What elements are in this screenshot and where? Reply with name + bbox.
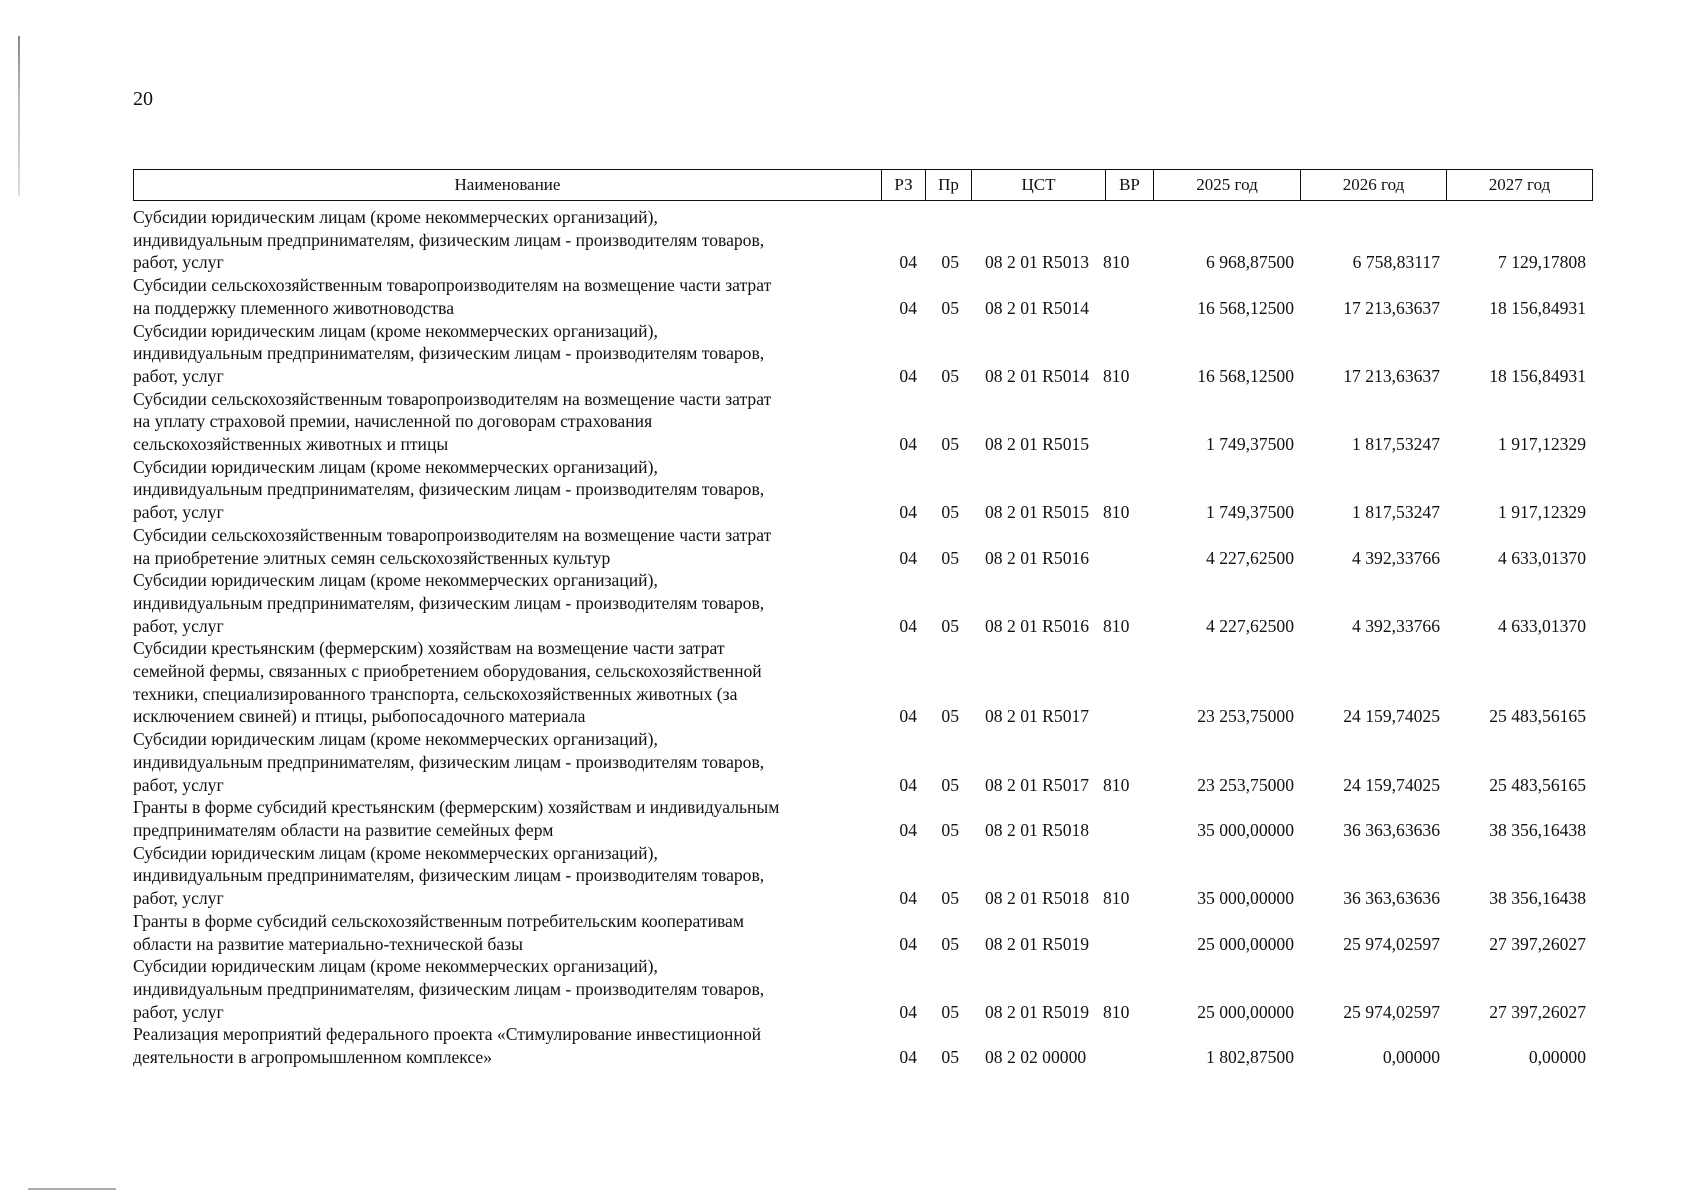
row-cst: 08 2 01 R5018 <box>985 819 1090 840</box>
header-rz: РЗ <box>882 170 926 201</box>
row-rz: 04 <box>899 1047 917 1068</box>
row-2027: 38 356,16438 <box>1489 888 1586 909</box>
row-vr: 810 <box>1103 1001 1130 1022</box>
table-row <box>133 728 1593 796</box>
row-2026: 1 817,53247 <box>1352 434 1440 455</box>
row-2025: 25 000,00000 <box>1197 933 1294 954</box>
row-2027: 1 917,12329 <box>1498 502 1586 523</box>
row-name: Субсидии сельскохозяйственным товаропроизводителям на возмещение части затрат на приобретение элитных семян сельскохозяйственных культур <box>133 524 772 568</box>
table-row <box>133 955 1593 1023</box>
scan-artifact-left <box>18 36 20 196</box>
row-cst: 08 2 02 00000 <box>985 1047 1087 1068</box>
row-name: Субсидии юридическим лицам (кроме некоммерческих организаций), индивидуальным предпринимателям, физическим лицам - производителям товаров, работ, услуг <box>133 207 765 273</box>
row-rz: 04 <box>899 933 917 954</box>
row-2025: 35 000,00000 <box>1197 888 1294 909</box>
row-name: Субсидии юридическим лицам (кроме некоммерческих организаций), индивидуальным предпринимателям, физическим лицам - производителям товаров, работ, услуг <box>133 456 765 523</box>
row-rz: 04 <box>899 888 917 909</box>
table-row <box>133 842 1593 910</box>
table-header <box>133 169 1593 201</box>
row-2027: 18 156,84931 <box>1489 365 1586 386</box>
table-row <box>133 796 1593 841</box>
row-pr: 05 <box>941 1001 959 1022</box>
row-vr: 810 <box>1103 365 1130 386</box>
row-cst: 08 2 01 R5018 <box>985 888 1090 909</box>
row-cst: 08 2 01 R5016 <box>985 615 1090 636</box>
row-cst: 08 2 01 R5014 <box>985 365 1090 386</box>
row-2026: 24 159,74025 <box>1343 774 1440 795</box>
row-2026: 1 817,53247 <box>1352 502 1440 523</box>
table-body <box>133 206 1593 1069</box>
row-2026: 4 392,33766 <box>1352 615 1440 636</box>
row-pr: 05 <box>941 933 959 954</box>
table-row <box>133 910 1593 955</box>
row-cst: 08 2 01 R5013 <box>985 252 1090 273</box>
row-2027: 27 397,26027 <box>1489 933 1586 954</box>
header-2027: 2027 год <box>1447 170 1593 201</box>
row-rz: 04 <box>899 502 917 523</box>
row-2026: 36 363,63636 <box>1343 819 1440 840</box>
table-row <box>133 524 1593 569</box>
header-cst: ЦСТ <box>972 170 1106 201</box>
row-2026: 0,00000 <box>1382 1047 1440 1068</box>
row-2025: 25 000,00000 <box>1197 1001 1294 1022</box>
row-name: Субсидии юридическим лицам (кроме некоммерческих организаций), индивидуальным предпринимателям, физическим лицам - производителям товаров, работ, услуг <box>133 320 765 386</box>
row-2026: 25 974,02597 <box>1343 1001 1440 1022</box>
row-cst: 08 2 01 R5017 <box>985 706 1090 727</box>
row-2025: 35 000,00000 <box>1197 819 1294 840</box>
row-pr: 05 <box>941 252 959 273</box>
row-name: Субсидии юридическим лицам (кроме некоммерческих организаций), индивидуальным предпринимателям, физическим лицам - производителям товаров, работ, услуг <box>133 956 765 1022</box>
row-name: Гранты в форме субсидий крестьянским (фермерским) хозяйствам и индивидуальным предпринимателям области на развитие семейных ферм <box>133 797 780 840</box>
row-2026: 17 213,63637 <box>1343 365 1440 386</box>
header-2026: 2026 год <box>1301 170 1447 201</box>
row-rz: 04 <box>899 297 917 318</box>
row-2025: 16 568,12500 <box>1197 365 1294 386</box>
row-2025: 1 749,37500 <box>1206 434 1294 455</box>
row-2027: 25 483,56165 <box>1489 774 1586 795</box>
row-name: Реализация мероприятий федерального проекта «Стимулирование инвестиционной деятельности в агропромышленном комплексе» <box>133 1024 762 1068</box>
row-vr: 810 <box>1103 252 1130 273</box>
table-row <box>133 388 1593 456</box>
row-cst: 08 2 01 R5017 <box>985 774 1090 795</box>
row-rz: 04 <box>899 252 917 273</box>
row-rz: 04 <box>899 365 917 386</box>
row-2025: 4 227,62500 <box>1206 547 1294 568</box>
row-cst: 08 2 01 R5019 <box>985 1001 1090 1022</box>
row-pr: 05 <box>941 706 959 727</box>
row-rz: 04 <box>899 706 917 727</box>
scan-artifact-bottom <box>28 1188 116 1190</box>
row-2027: 25 483,56165 <box>1489 706 1586 727</box>
row-name: Субсидии юридическим лицам (кроме некоммерческих организаций), индивидуальным предпринимателям, физическим лицам - производителям товаров, работ, услуг <box>133 570 765 636</box>
row-2027: 1 917,12329 <box>1498 434 1586 455</box>
row-pr: 05 <box>941 1047 959 1068</box>
row-2027: 4 633,01370 <box>1498 615 1586 636</box>
row-rz: 04 <box>899 819 917 840</box>
table-row <box>133 456 1593 524</box>
row-rz: 04 <box>899 434 917 455</box>
header-name: Наименование <box>134 170 882 201</box>
row-cst: 08 2 01 R5015 <box>985 434 1090 455</box>
row-2026: 25 974,02597 <box>1343 933 1440 954</box>
table-row <box>133 274 1593 319</box>
row-vr: 810 <box>1103 502 1130 523</box>
row-2026: 17 213,63637 <box>1343 297 1440 318</box>
row-2025: 23 253,75000 <box>1197 774 1294 795</box>
row-pr: 05 <box>941 434 959 455</box>
row-2026: 24 159,74025 <box>1343 706 1440 727</box>
row-2026: 6 758,83117 <box>1352 252 1440 273</box>
header-2025: 2025 год <box>1154 170 1301 201</box>
row-pr: 05 <box>941 365 959 386</box>
row-2025: 4 227,62500 <box>1206 615 1294 636</box>
row-2025: 6 968,87500 <box>1206 252 1294 273</box>
row-2025: 23 253,75000 <box>1197 706 1294 727</box>
row-cst: 08 2 01 R5016 <box>985 547 1090 568</box>
header-vr: ВР <box>1106 170 1154 201</box>
row-cst: 08 2 01 R5019 <box>985 933 1090 954</box>
row-cst: 08 2 01 R5015 <box>985 502 1090 523</box>
row-pr: 05 <box>941 297 959 318</box>
row-rz: 04 <box>899 1001 917 1022</box>
table-row <box>133 206 1593 274</box>
row-2027: 7 129,17808 <box>1498 252 1586 273</box>
row-name: Гранты в форме субсидий сельскохозяйственным потребительским кооперативам области на развитие материально-технической базы <box>133 910 745 954</box>
table-row <box>133 637 1593 728</box>
row-2027: 0,00000 <box>1528 1047 1586 1068</box>
row-2026: 4 392,33766 <box>1352 547 1440 568</box>
table-row <box>133 1023 1593 1068</box>
row-pr: 05 <box>941 502 959 523</box>
page-number: 20 <box>133 88 153 110</box>
row-pr: 05 <box>941 547 959 568</box>
row-2025: 1 802,87500 <box>1206 1047 1294 1068</box>
row-pr: 05 <box>941 615 959 636</box>
row-vr: 810 <box>1103 615 1130 636</box>
row-cst: 08 2 01 R5014 <box>985 297 1090 318</box>
row-2027: 4 633,01370 <box>1498 547 1586 568</box>
table-row <box>133 569 1593 637</box>
table-row <box>133 320 1593 388</box>
row-2026: 36 363,63636 <box>1343 888 1440 909</box>
row-name: Субсидии сельскохозяйственным товаропроизводителям на возмещение части затрат на уплату страховой премии, начисленной по договорам страхования сельскохозяйственных животных и птицы <box>133 388 772 455</box>
row-name: Субсидии юридическим лицам (кроме некоммерческих организаций), индивидуальным предпринимателям, физическим лицам - производителям товаров, работ, услуг <box>133 729 765 795</box>
header-pr: Пр <box>926 170 972 201</box>
row-pr: 05 <box>941 819 959 840</box>
row-2025: 1 749,37500 <box>1206 502 1294 523</box>
row-2025: 16 568,12500 <box>1197 297 1294 318</box>
row-2027: 18 156,84931 <box>1489 297 1586 318</box>
row-pr: 05 <box>941 888 959 909</box>
row-name: Субсидии крестьянским (фермерским) хозяйствам на возмещение части затрат семейной фермы, связанных с приобретением оборудования, сельскохозяйственной техники, специализированного транспорта, сельскохозяйственных животных (за исключением свиней) и птицы, рыбопосадочного материала <box>133 638 762 727</box>
row-pr: 05 <box>941 774 959 795</box>
row-vr: 810 <box>1103 774 1130 795</box>
row-rz: 04 <box>899 615 917 636</box>
row-rz: 04 <box>899 547 917 568</box>
row-vr: 810 <box>1103 888 1130 909</box>
row-name: Субсидии сельскохозяйственным товаропроизводителям на возмещение части затрат на поддержку племенного животноводства <box>133 275 772 318</box>
row-name: Субсидии юридическим лицам (кроме некоммерческих организаций), индивидуальным предпринимателям, физическим лицам - производителям товаров, работ, услуг <box>133 842 765 909</box>
row-2027: 38 356,16438 <box>1489 819 1586 840</box>
row-2027: 27 397,26027 <box>1489 1001 1586 1022</box>
row-rz: 04 <box>899 774 917 795</box>
